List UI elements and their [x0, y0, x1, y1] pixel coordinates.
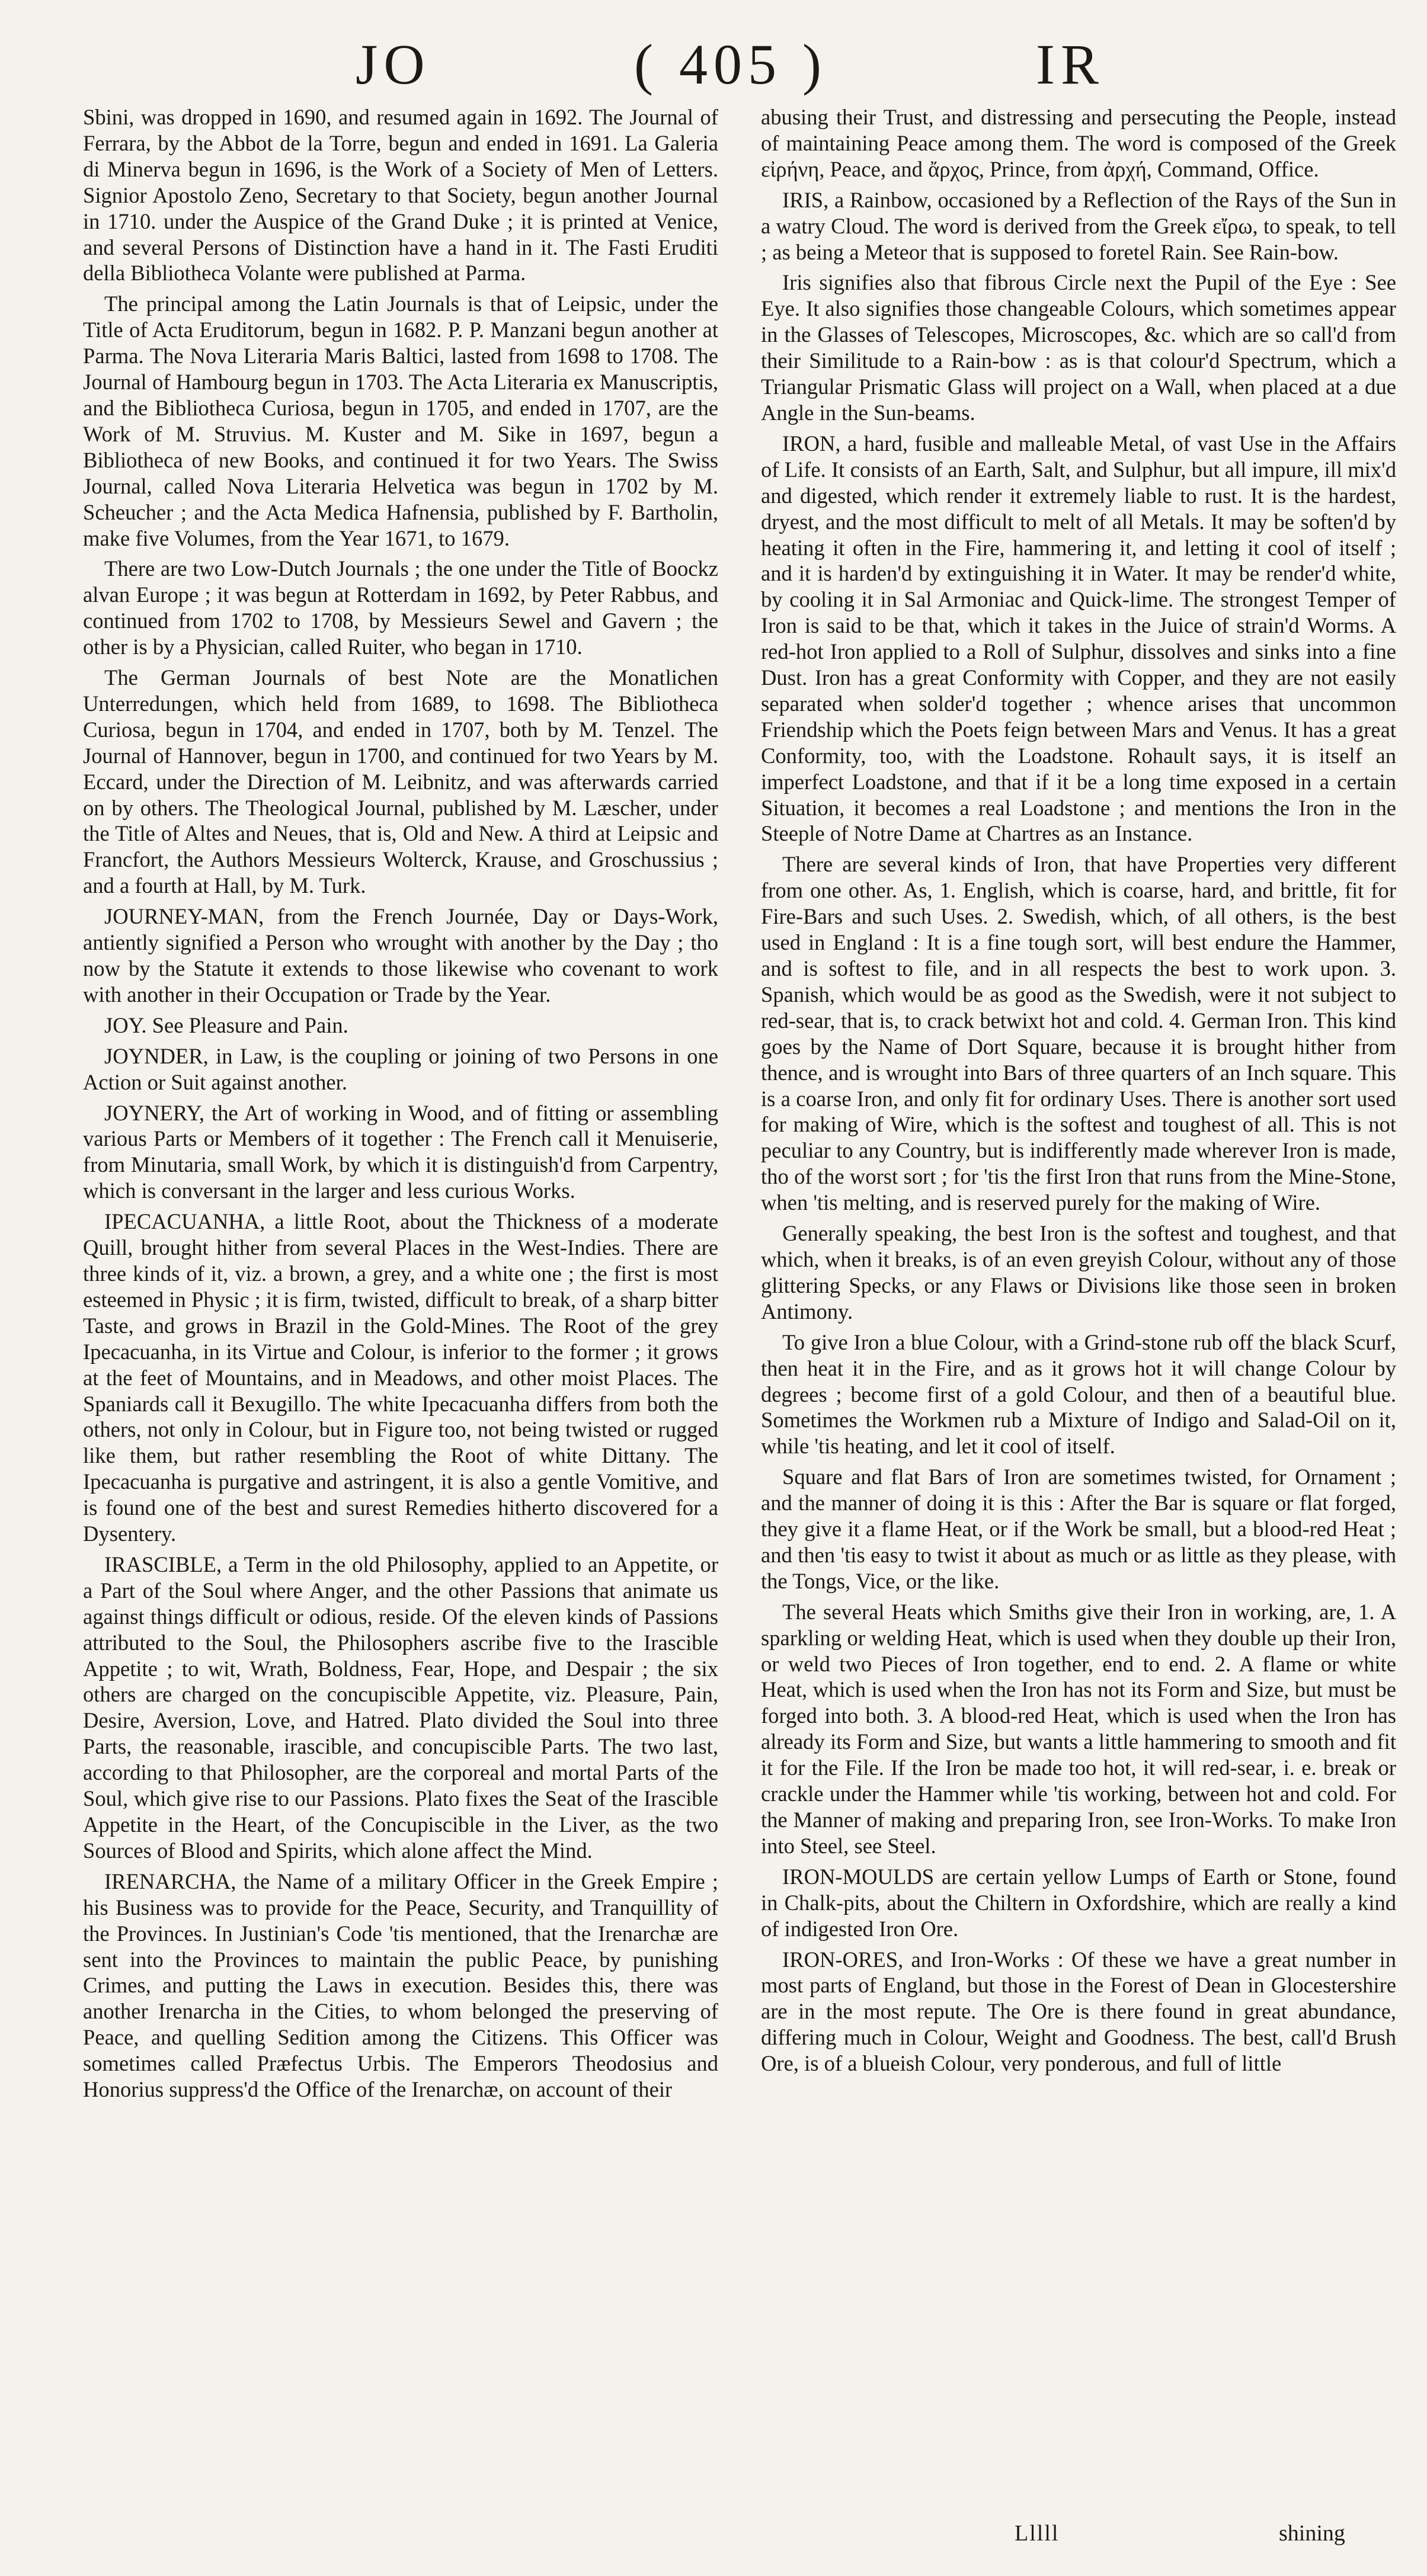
entry-paragraph: Iris signifies also that fibrous Circle next the Pupil of the Eye : See Eye. It also signifies those changeable Colours, which sometimes appear in the Glasses of Telescopes, Microscopes, &c. which are so call'd from their Similitude to a Rain-bow : as is that colour'd Spectrum, which a Triangular Prismatic Glass will project on a Wall, when placed at a due Angle in the Sun-beams. [761, 270, 1396, 425]
entry-paragraph: There are two Low-Dutch Journals ; the one under the Title of Boockz alvan Europe ; it was begun at Rotterdam in 1692, by Peter Rabbus, and continued from 1702 to 1708, by Messieurs Sewel and Gavern ; the other is by a Physician, called Ruiter, who began in 1710. [83, 556, 718, 659]
entry-paragraph: abusing their Trust, and distressing and persecuting the People, instead of maintaining Peace among them. The word is composed of the Greek εἰρήνη, Peace, and ἄρχος, Prince, from ἀρχή, Command, Office. [761, 105, 1396, 181]
page-number: ( 405 ) [634, 33, 827, 96]
entry-paragraph: Generally speaking, the best Iron is the softest and toughest, and that which, when it breaks, is of an even greyish Colour, without any of those glittering Specks, or any Flaws or Divisions like those seen in broken Antimony. [761, 1221, 1396, 1324]
entry-paragraph: To give Iron a blue Colour, with a Grind-stone rub off the black Scurf, then heat it in the Fire, and as it grows hot it will change Colour by degrees ; become first of a gold Colour, and then of a beautiful blue. Sometimes the Workmen rub a Mixture of Indigo and Salad-Oil on it, while 'tis heating, and let it cool of itself. [761, 1329, 1396, 1459]
catchword: shining [1279, 2521, 1345, 2546]
entry-paragraph: IRASCIBLE, a Term in the old Philosophy, applied to an Appetite, or a Part of the Soul where Anger, and the other Passions that animate us against things difficult or odious, reside. Of the eleven kinds of Passions attributed to the Soul, the Philosophers ascribe five to the Irascible Appetite ; to wit, Wrath, Boldness, Fear, Hope, and Despair ; the six others are charged on the concupiscible Appetite, viz. Pleasure, Pain, Desire, Aversion, Love, and Hatred. Plato divided the Soul into three Parts, the reasonable, irascible, and concupiscible Parts. The two last, according to that Philosopher, are the corporeal and mortal Parts of the Soul, which give rise to our Passions. Plato fixes the Seat of the Irascible Appetite in the Heart, of the Concupiscible in the Liver, as the two Sources of Blood and Spirits, which alone affect the Mind. [83, 1552, 718, 1863]
entry-paragraph: IRIS, a Rainbow, occasioned by a Reflection of the Rays of the Sun in a watry Cloud. The word is derived from the Greek εἴρω, to speak, to tell ; as being a Meteor that is supposed to foretel Rain. See Rain-bow. [761, 187, 1396, 264]
entry-paragraph: IRON-MOULDS are certain yellow Lumps of Earth or Stone, found in Chalk-pits, about the Chiltern in Oxfordshire, which are really a kind of indigested Iron Ore. [761, 1864, 1396, 1941]
entry-paragraph: The principal among the Latin Journals is that of Leipsic, under the Title of Acta Eruditorum, begun in 1682. P. P. Manzani begun another at Parma. The Nova Literaria Maris Baltici, lasted from 1698 to 1708. The Journal of Hambourg begun in 1703. The Acta Literaria ex Manuscriptis, and the Bibliotheca Curiosa, begun in 1705, and ended in 1707, are the Work of M. Struvius. M. Kuster and M. Sike in 1697, begun a Bibliotheca of new Books, and continued it for two Years. The Swiss Journal, called Nova Literaria Helvetica was begun in 1702 by M. Scheucher ; and the Acta Medica Hafnensia, published by F. Bartholin, make five Volumes, from the Year 1671, to 1679. [83, 291, 718, 550]
left-column [83, 104, 718, 2107]
entry-paragraph: The German Journals of best Note are the Monatlichen Unterredungen, which held from 1689, to 1698. The Bibliotheca Curiosa, begun in 1704, and ended in 1707, both by M. Tenzel. The Journal of Hannover, begun in 1700, and continued for two Years by M. Eccard, under the Direction of M. Leibnitz, and was afterwards carried on by others. The Theological Journal, published by M. Læscher, under the Title of Altes and Neues, that is, Old and New. A third at Leipsic and Francfort, the Authors Messieurs Wolterck, Krause, and Groschussius ; and a fourth at Hall, by M. Turk. [83, 665, 718, 898]
entry-paragraph: There are several kinds of Iron, that have Properties very different from one other. As, 1. English, which is coarse, hard, and brittle, fit for Fire-Bars and such Uses. 2. Swedish, which, of all others, is the best used in England : It is a fine tough sort, will best endure the Hammer, and is softest to file, and in all respects the best to work upon. 3. Spanish, which would be as good as the Swedish, were it not subject to red-sear, that is, to crack betwixt hot and cold. 4. German Iron. This kind goes by the Name of Dort Square, because it is brought hither from thence, and is wrought into Bars of three quarters of an Inch square. This is a coarse Iron, and only fit for ordinary Uses. There is another sort used for making of Wire, which is the softest and toughest of all. This is not peculiar to any Country, but is indifferently made wherever Iron is made, tho of the worst sort ; for 'tis the first Iron that runs from the Mine-Stone, when 'tis melting, and is reserved purely for the making of Wire. [761, 852, 1396, 1215]
entry-paragraph: The several Heats which Smiths give their Iron in working, are, 1. A sparkling or welding Heat, which is used when they double up their Iron, or weld two Pieces of Iron together, end to end. 2. A flame or white Heat, which is used when the Iron has not its Form and Size, but must be forged into both. 3. A blood-red Heat, which is used when the Iron has already its Form and Size, but wants a little hammering to smooth and fit it for the File. If the Iron be made too hot, it will red-sear, i. e. break or crackle under the Hammer while 'tis working, between hot and cold. For the Manner of making and preparing Iron, see Iron-Works. To make Iron into Steel, see Steel. [761, 1599, 1396, 1858]
entry-paragraph: IRON, a hard, fusible and malleable Metal, of vast Use in the Affairs of Life. It consists of an Earth, Salt, and Sulphur, but all impure, ill mix'd and digested, which render it extremely liable to rust. It is the hardest, dryest, and the most difficult to melt of all Metals. It may be soften'd by heating it often in the Fire, hammering it, and letting it cool of itself ; and it is harden'd by extinguishing it in Water. It may be render'd white, by cooling it in Sal Armoniac and Quick-lime. The strongest Temper of Iron is said to be that, which it takes in the Juice of strain'd Worms. A red-hot Iron applied to a Roll of Sulphur, dissolves and sinks into a fine Dust. Iron has a great Conformity with Copper, and they are not easily separated when solder'd together ; whence arises that uncommon Friendship which the Poets feign between Mars and Venus. It has a great Conformity, too, with the Loadstone. Rohault says, it is itself an imperfect Loadstone, and that if it be a long time exposed in a certain Situation, it becomes a real Loadstone ; and mentions the Iron in the Steeple of Notre Dame at Chartres as an Instance. [761, 431, 1396, 846]
entry-paragraph: JOYNDER, in Law, is the coupling or joining of two Persons in one Action or Suit against another. [83, 1043, 718, 1094]
entry-paragraph: IRON-ORES, and Iron-Works : Of these we have a great number in most parts of England, but those in the Forest of Dean in Glocestershire are in the most repute. The Ore is there found in great abundance, differing much in Colour, Weight and Goodness. The best, call'd Brush Ore, is of a blueish Colour, very ponderous, and full of little [761, 1947, 1396, 2076]
signature-mark: Lllll [1015, 2521, 1060, 2546]
entry-paragraph: JOURNEY-MAN, from the French Journée, Day or Days-Work, antiently signified a Person who wrought with another by the Day ; tho now by the Statute it extends to those likewise who covenant to work with another in their Occupation or Trade by the Year. [83, 904, 718, 1007]
entry-paragraph: Square and flat Bars of Iron are sometimes twisted, for Ornament ; and the manner of doing it is this : After the Bar is square or flat forged, they give it a flame Heat, or if the Work be small, but a blood-red Heat ; and then 'tis easy to twist it about as much or as little as they please, with the Tongs, Vice, or the like. [761, 1465, 1396, 1593]
entry-paragraph: Sbini, was dropped in 1690, and resumed again in 1692. The Journal of Ferrara, by the Abbot de la Torre, begun and ended in 1691. La Galeria di Minerva begun in 1696, is the Work of a Society of Men of Letters. Signior Apostolo Zeno, Secretary to that Society, begun another Journal in 1710. under the Auspice of the Grand Duke ; it is printed at Venice, and several Persons of Distinction have a hand in it. The Fasti Eruditi della Bibliotheca Volante were published at Parma. [83, 105, 718, 286]
header-left-guide: JO [356, 33, 431, 96]
right-column [761, 104, 1396, 2107]
entry-paragraph: JOY. See Pleasure and Pain. [104, 1013, 348, 1037]
text-columns [83, 104, 1396, 2107]
header-right-guide: IR [1036, 33, 1105, 96]
running-header [0, 26, 1427, 103]
entry-paragraph: IRENARCHA, the Name of a military Officer in the Greek Empire ; his Business was to provide for the Peace, Security, and Tranquillity of the Provinces. In Justinian's Code 'tis mentioned, that the Irenarchæ are sent into the Provinces to maintain the public Peace, by punishing Crimes, and putting the Laws in execution. Besides this, there was another Irenarcha in the Cities, to whom belonged the preserving of Peace, and quelling Sedition among the Citizens. This Officer was sometimes called Præfectus Urbis. The Emperors Theodosius and Honorius suppress'd the Office of the Irenarchæ, on account of their [83, 1869, 718, 2102]
entry-paragraph: IPECACUANHA, a little Root, about the Thickness of a moderate Quill, brought hither from several Places in the West-Indies. There are three kinds of it, viz. a brown, a grey, and a white one ; the first is most esteemed in Physic ; it is firm, twisted, difficult to break, of a sharp bitter Taste, and grows in Brazil in the Gold-Mines. The Root of the grey Ipecacuanha, in its Virtue and Colour, is inferior to the former ; it grows at the feet of Mountains, and in Meadows, and other moist Places. The Spaniards call it Bexugillo. The white Ipecacuanha differs from both the others, not only in Colour, but in Figure too, not being twisted or rugged like them, but rather resembling the Root of white Dittany. The Ipecacuanha is purgative and astringent, it is also a gentle Vomitive, and is found one of the best and surest Remedies hitherto discovered for a Dysentery. [83, 1209, 718, 1546]
entry-paragraph: JOYNERY, the Art of working in Wood, and of fitting or assembling various Parts or Members of it together : The French call it Menuiserie, from Minutaria, small Work, by which it is distinguish'd from Carpentry, which is conversant in the larger and less curious Works. [83, 1100, 718, 1203]
